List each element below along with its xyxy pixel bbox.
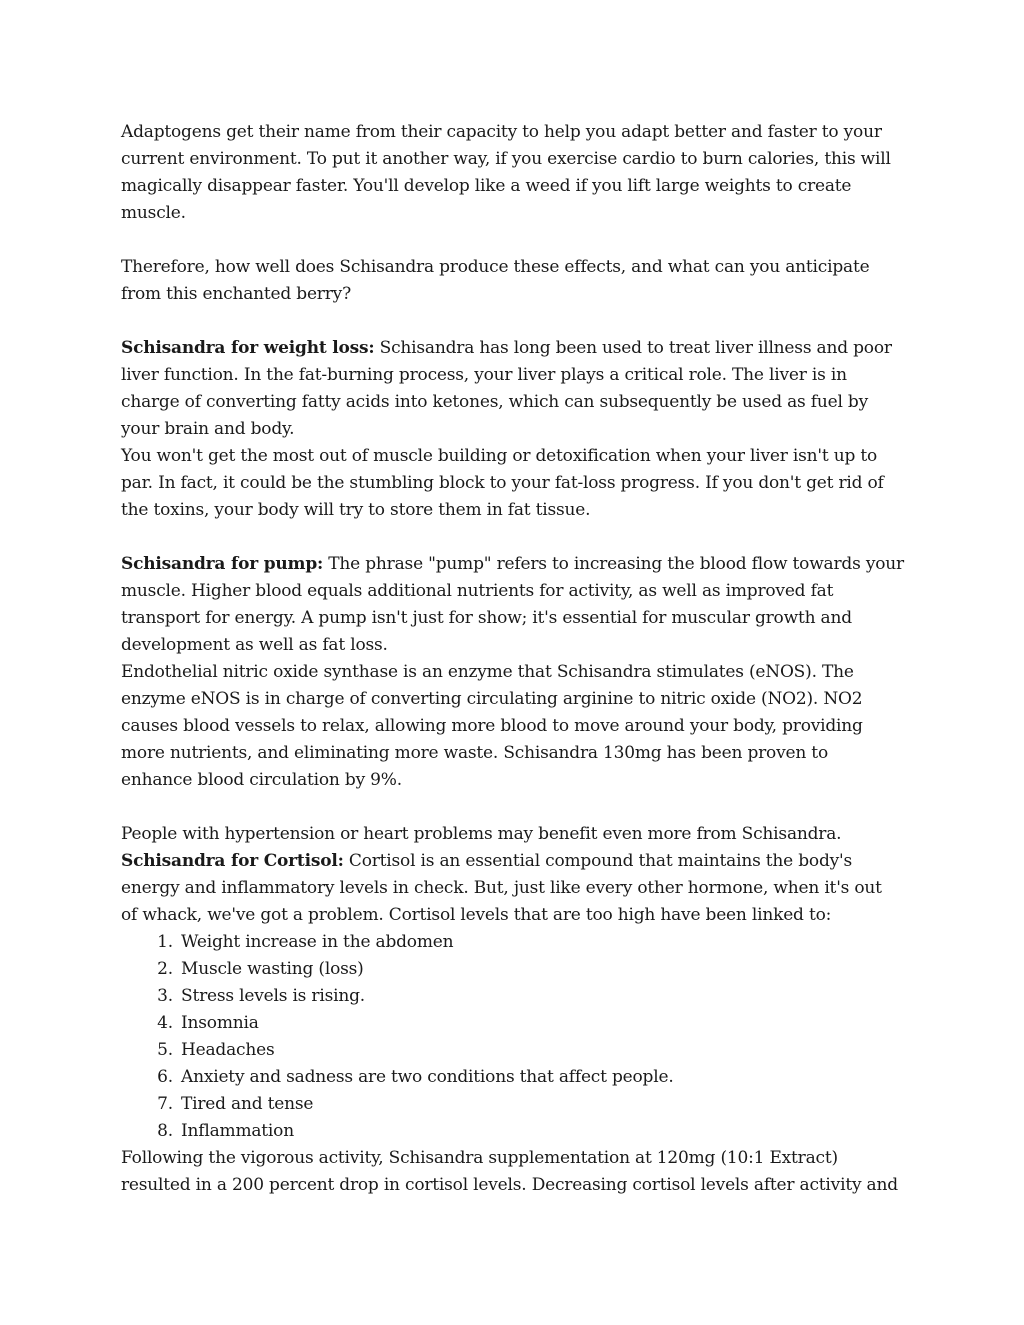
list-item [121, 1037, 911, 1064]
list-number: 3. [157, 986, 173, 1006]
weight-loss-text: Schisandra has long been used to treat liver illness and poor liver function. In the fat-burning process, your liver plays a critical role. The liver is in charge of converting fatty acids into ketones, which can subsequently be used as fuel by your brain and body. [121, 338, 892, 439]
weight-loss-paragraph-2: You won't get the most out of muscle building or detoxification when your liver isn't up to par. In fact, it could be the stumbling block to your fat-loss progress. If you don't get rid of the toxins, your body will try to store them in fat tissue. [121, 446, 884, 520]
weight-loss-paragraph [121, 335, 911, 443]
cortisol-text: Cortisol is an essential compound that maintains the body's energy and inflammatory levels in check. But, just like every other hormone, when it's out of whack, we've got a problem. Cortisol levels that are too high have been linked to: [121, 851, 882, 925]
list-number: 7. [157, 1094, 173, 1114]
cortisol-paragraph [121, 848, 911, 929]
pump-paragraph-2: Endothelial nitric oxide synthase is an enzyme that Schisandra stimulates (eNOS). The enzyme eNOS is in charge of converting circulating arginine to nitric oxide (NO2). NO2 causes blood vessels to relax, allowing more blood to move around your body, providing more nutrients, and eliminating more waste. Schisandra 130mg has been proven to enhance blood circulation by 9%. [121, 662, 863, 790]
list-text: Insomnia [181, 1013, 259, 1033]
list-text: Anxiety and sadness are two conditions that affect people. [181, 1067, 674, 1087]
list-text: Weight increase in the abdomen [181, 932, 454, 952]
paragraph-gap [121, 308, 911, 335]
list-text: Headaches [181, 1040, 275, 1060]
list-item [121, 983, 911, 1010]
paragraph-gap [121, 524, 911, 551]
pump-paragraph [121, 551, 911, 659]
list-text: Muscle wasting (loss) [181, 959, 364, 979]
cortisol-heading: Schisandra for Cortisol: [121, 851, 344, 871]
list-item [121, 1118, 911, 1145]
pump-heading: Schisandra for pump: [121, 554, 324, 574]
document-page [121, 119, 911, 1199]
list-number: 2. [157, 959, 173, 979]
paragraph-gap [121, 227, 911, 254]
intro-paragraph: Adaptogens get their name from their capacity to help you adapt better and faster to your current environment. To put it another way, if you exercise cardio to burn calories, this will magically disappear faster. You'll develop like a weed if you lift large weights to create muscle. [121, 122, 891, 223]
weight-loss-heading: Schisandra for weight loss: [121, 338, 375, 358]
list-text: Tired and tense [181, 1094, 314, 1114]
list-number: 5. [157, 1040, 173, 1060]
cortisol-effects-list [121, 929, 911, 1145]
question-paragraph: Therefore, how well does Schisandra produce these effects, and what can you anticipate from this enchanted berry? [121, 257, 870, 304]
list-item [121, 1064, 911, 1091]
list-item [121, 956, 911, 983]
list-item [121, 1010, 911, 1037]
list-item [121, 1091, 911, 1118]
list-number: 1. [157, 932, 173, 952]
hypertension-paragraph: People with hypertension or heart problems may benefit even more from Schisandra. [121, 824, 842, 844]
list-number: 6. [157, 1067, 173, 1087]
pump-text: The phrase "pump" refers to increasing the blood flow towards your muscle. Higher blood equals additional nutrients for activity, as well as improved fat transport for energy. A pump isn't just for show; it's essential for muscular growth and development as well as fat loss. [121, 554, 904, 655]
list-number: 4. [157, 1013, 173, 1033]
list-text: Inflammation [181, 1121, 294, 1141]
closing-paragraph: Following the vigorous activity, Schisandra supplementation at 120mg (10:1 Extract) resulted in a 200 percent drop in cortisol levels. Decreasing cortisol levels after activity and [121, 1148, 898, 1195]
paragraph-gap [121, 794, 911, 821]
list-item [121, 929, 911, 956]
list-number: 8. [157, 1121, 173, 1141]
list-text: Stress levels is rising. [181, 986, 365, 1006]
